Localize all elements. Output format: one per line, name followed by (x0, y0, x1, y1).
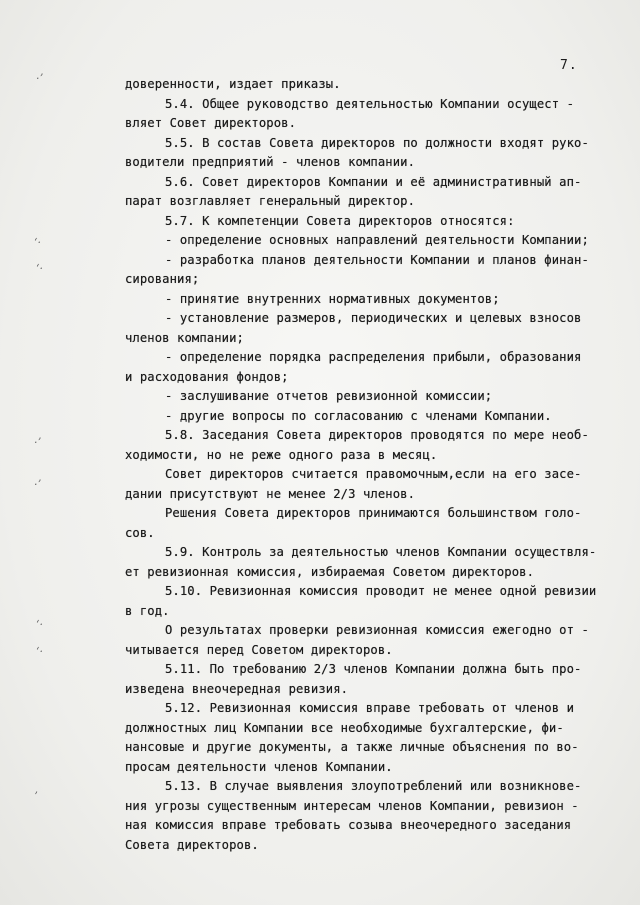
margin-mark: ʻ· (36, 645, 43, 658)
text-line: 5.11. По требованию 2/3 членов Компании должна быть про- (165, 662, 582, 676)
text-line: водители предприятий - членов компании. (125, 155, 416, 169)
text-line: Решения Совета директоров принимаются большинством голо- (165, 506, 582, 520)
margin-mark: ·ʼ (36, 72, 43, 85)
margin-mark: ·ʼ (34, 436, 41, 449)
text-line: - заслушивание отчетов ревизионной комиссии; (165, 389, 493, 403)
text-line: ет ревизионная комиссия, избираемая Советом директоров. (125, 564, 535, 579)
text-line: ная комиссия вправе требовать созыва внеочередного заседания (125, 818, 572, 832)
text-line: 5.10. Ревизионная комиссия проводит не менее одной ревизии (165, 584, 597, 598)
text-line: 5.7. К компетенции Совета директоров относятся: (165, 213, 515, 228)
text-line: членов компании; (125, 330, 244, 345)
text-line: просам деятельности членов Компании. (125, 759, 393, 774)
margin-mark: ·ʼ (34, 478, 41, 491)
text-line: должностных лиц Компании все необходимые бухгалтерские, фи- (125, 720, 564, 735)
text-line: - принятие внутренних нормативных документов; (165, 291, 500, 306)
text-line: парат возглавляет генеральный директор. (125, 194, 416, 208)
text-line: - установление размеров, периодических и целевых взносов (165, 311, 582, 325)
text-line: нансовые и другие документы, а также личные объяснения по во- (125, 740, 579, 754)
text-line: сирования; (125, 272, 200, 286)
margin-mark: ʻ· (36, 262, 43, 275)
text-line: 5.8. Заседания Совета директоров проводятся по мере необ- (165, 428, 589, 442)
text-line: изведена внеочередная ревизия. (125, 681, 349, 696)
text-line: - другие вопросы по согласованию с членами Компании. (165, 408, 552, 423)
page-number: 7. (560, 58, 578, 73)
margin-mark: ʻ· (34, 236, 41, 249)
text-line: ния угрозы существенным интересам членов Компании, ревизион - (125, 798, 579, 813)
text-line: 5.13. В случае выявления злоупотреблений или возникнове- (165, 779, 582, 793)
text-line: и расходования фондов; (125, 369, 289, 384)
text-line: 5.5. В состав Совета директоров по должности входят руко- (165, 135, 589, 150)
margin-mark: ʼ (34, 790, 38, 803)
text-line: сов. (125, 525, 155, 540)
text-line: - определение порядка распределения прибыли, образования (165, 350, 582, 364)
text-line: в год. (125, 603, 170, 618)
text-line: читывается перед Советом директоров. (125, 642, 393, 657)
text-line: - определение основных направлений деятельности Компании; (165, 233, 589, 247)
text-line: 5.9. Контроль за деятельностью членов Компании осуществля- (165, 545, 597, 559)
text-line: ходимости, но не реже одного раза в месяц. (125, 447, 438, 462)
text-line: О результатах проверки ревизионная комиссия ежегодно от - (165, 623, 589, 637)
text-line: дании присутствуют не менее 2/3 членов. (125, 486, 416, 501)
text-line: доверенности, издает приказы. (125, 77, 341, 91)
text-line: Совет директоров считается правомочным,если на его засе- (165, 467, 582, 481)
margin-mark: ʻ· (36, 618, 43, 631)
text-line: 5.12. Ревизионная комиссия вправе требовать от членов и (165, 701, 575, 715)
text-line: Совета директоров. (125, 837, 259, 852)
text-line: 5.4. Общее руководство деятельностью Компании осущест - (165, 96, 575, 111)
text-line: 5.6. Совет директоров Компании и её административный ап- (165, 174, 582, 189)
text-line: - разработка планов деятельности Компании и планов финан- (165, 252, 589, 267)
text-line: вляет Совет директоров. (125, 116, 297, 130)
